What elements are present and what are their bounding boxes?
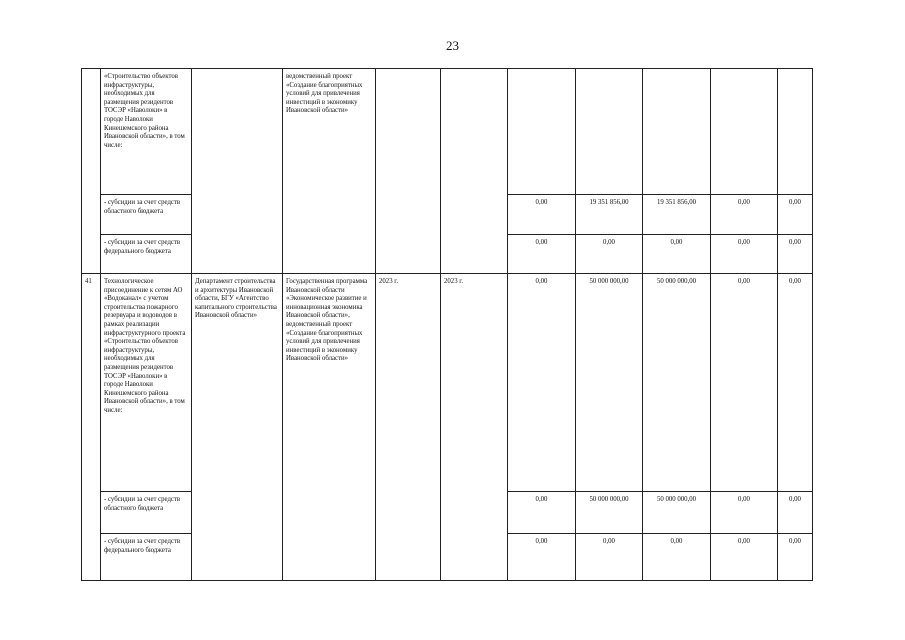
cell-value: 0,00 (778, 195, 813, 235)
cell-program: ведомственный проект «Создание благоприятных условий для привлечения инвестиций в экономику Ивановской области» (283, 69, 376, 274)
cell-value: 0,00 (778, 274, 813, 492)
cell-value: 0,00 (711, 274, 778, 492)
cell-start-year (376, 69, 441, 274)
cell-value: 50 000 000,00 (576, 274, 643, 492)
cell-value: 19 351 856,00 (576, 195, 643, 235)
cell-value: 0,00 (778, 492, 813, 534)
cell-value: 19 351 856,00 (643, 195, 711, 235)
cell-value: 0,00 (778, 534, 813, 581)
page-number: 23 (446, 38, 459, 53)
cell-number (82, 69, 101, 274)
cell-value: 0,00 (778, 235, 813, 274)
cell-description: Технологическое присоединение к сетям АО «Водоканал» с учетом строительства пожарного резервуара и водоводов в рамках реализации инфраструктурного проекта «Строительство объектов инфраструктуры, необходимых для размещения резидентов ТОСЭР «Наволоки» в городе Наволоки Кинешемского района Ивановской области», в том числе: (101, 274, 192, 492)
cell-number: 41 (82, 274, 101, 581)
cell-value (508, 69, 576, 195)
cell-value: 50 000 000,00 (643, 274, 711, 492)
cell-value: 0,00 (711, 195, 778, 235)
table-row (82, 274, 813, 492)
cell-subsidy-label: - субсидии за счет средств федерального бюджета (101, 534, 192, 581)
cell-value: 0,00 (643, 235, 711, 274)
cell-value: 50 000 000,00 (576, 492, 643, 534)
cell-subsidy-label: - субсидии за счет средств федерального бюджета (101, 235, 192, 274)
cell-executor: Департамент строительства и архитектуры Ивановской области, БГУ «Агентство капитального строительства Ивановской области» (192, 274, 283, 581)
cell-start-year: 2023 г. (376, 274, 441, 581)
cell-value (711, 69, 778, 195)
cell-value: 0,00 (643, 534, 711, 581)
cell-value (643, 69, 711, 195)
cell-value: 0,00 (711, 492, 778, 534)
cell-value: 0,00 (508, 274, 576, 492)
cell-subsidy-label: - субсидии за счет средств областного бюджета (101, 195, 192, 235)
cell-value: 0,00 (576, 235, 643, 274)
cell-value (576, 69, 643, 195)
cell-value: 0,00 (711, 534, 778, 581)
cell-program: Государственная программа Ивановской области «Экономическое развитие и инновационная экономика Ивановской области», ведомственный проект «Создание благоприятных условий для привлечения инвестиций в экономику Ивановской области» (283, 274, 376, 581)
cell-value: 0,00 (576, 534, 643, 581)
cell-executor (192, 69, 283, 274)
financing-table (81, 68, 813, 581)
cell-description: «Строительство объектов инфраструктуры, необходимых для размещения резидентов ТОСЭР «Наволоки» в городе Наволоки Кинешемского района Ивановской области», в том числе: (101, 69, 192, 195)
cell-value: 50 000 000,00 (643, 492, 711, 534)
cell-value: 0,00 (711, 235, 778, 274)
cell-subsidy-label: - субсидии за счет средств областного бюджета (101, 492, 192, 534)
cell-value: 0,00 (508, 195, 576, 235)
table-row (82, 69, 813, 195)
cell-end-year (441, 69, 508, 274)
cell-value: 0,00 (508, 534, 576, 581)
cell-end-year: 2023 г. (441, 274, 508, 581)
cell-value: 0,00 (508, 235, 576, 274)
cell-value: 0,00 (508, 492, 576, 534)
cell-value (778, 69, 813, 195)
